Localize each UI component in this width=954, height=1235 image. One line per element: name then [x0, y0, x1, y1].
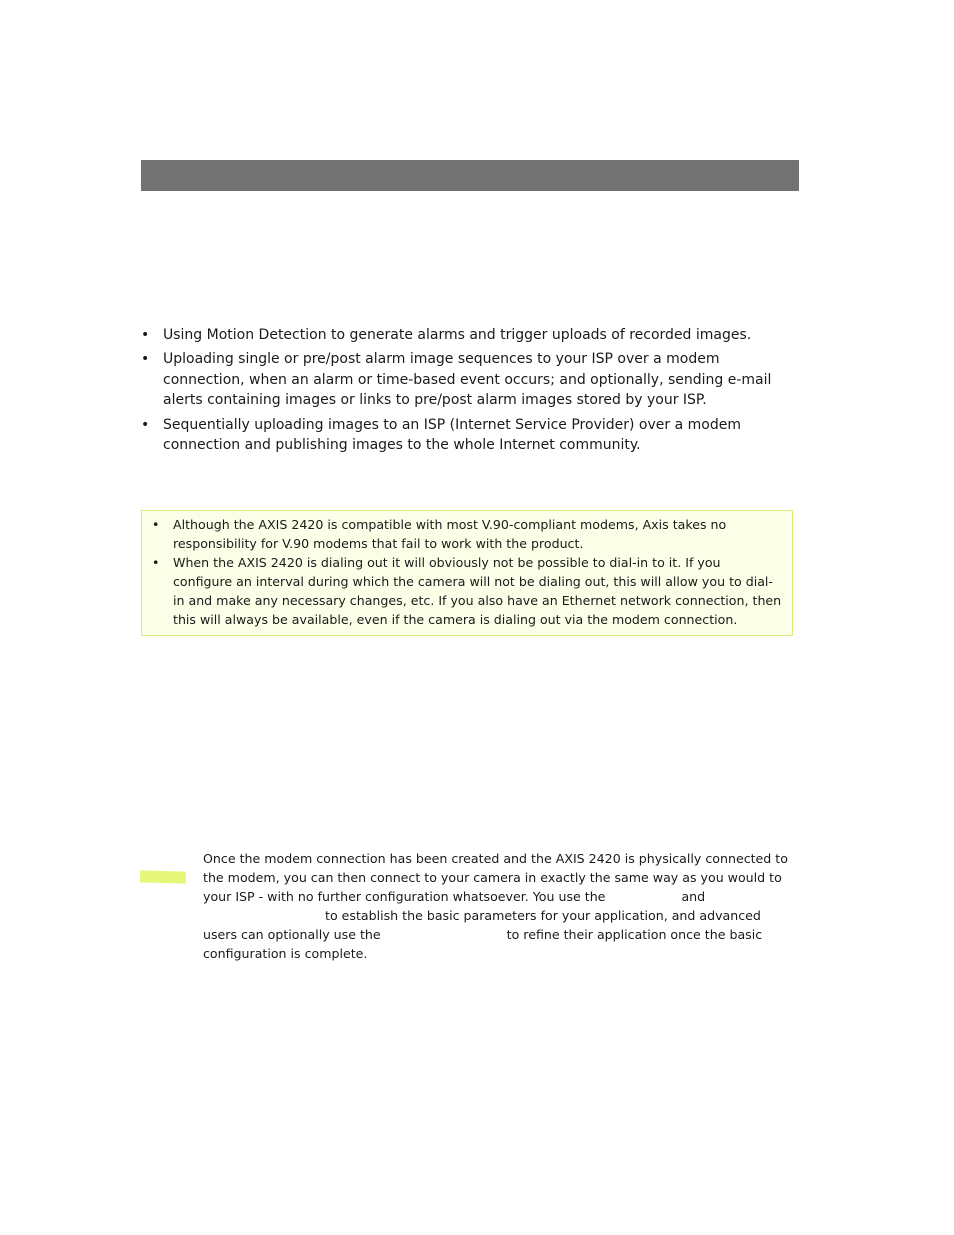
note-text: When the AXIS 2420 is dialing out it will obviously not be possible to dial-in to it. If you configure an interval during which the camera will not be dialing out, this will allow you to dial-in and make any necessary changes, etc. If you also have an Ethernet network connection, then this will always be available, even if the camera is dialing out via the modem connection.	[173, 554, 782, 627]
note-item	[150, 554, 782, 630]
list-item	[141, 325, 791, 345]
list-item-text: Uploading single or pre/post alarm image sequences to your ISP over a modem connection, when an alarm or time-based event occurs; and optionally, sending e-mail alerts containing images or links to pre/post alarm images stored by your ISP.	[163, 351, 772, 409]
note-item	[150, 516, 782, 554]
bullet-icon: •	[152, 554, 160, 570]
list-item-text: Sequentially uploading images to an ISP (Internet Service Provider) over a modem connection and publishing images to the whole Internet community.	[163, 416, 741, 454]
section-header-bar	[141, 160, 799, 191]
bullet-icon: •	[141, 351, 150, 368]
body-paragraph	[203, 850, 795, 963]
notes-box	[141, 510, 793, 636]
paragraph-text: to establish the basic parameters for your application, and advanced users can optionally use the	[203, 907, 761, 942]
list-item-text: Using Motion Detection to generate alarms and trigger uploads of recorded images.	[163, 327, 752, 343]
note-text: Although the AXIS 2420 is compatible with most V.90-compliant modems, Axis takes no responsibility for V.90 modems that fail to work with the product.	[173, 517, 727, 551]
bullet-icon: •	[141, 416, 150, 433]
paragraph-text: Once the modem connection has been created and the AXIS 2420 is physically connected to the modem, you can then connect to your camera in exactly the same way as you would to your ISP - with no further configuration whatsoever. You use the	[203, 851, 788, 904]
paragraph-text: to refine their application once the basic configuration is complete.	[203, 926, 763, 961]
paragraph-text: and	[681, 888, 706, 904]
feature-list	[141, 325, 791, 459]
bullet-icon: •	[152, 517, 160, 532]
bullet-icon: •	[141, 327, 150, 343]
highlight-marker	[140, 870, 186, 883]
list-item	[141, 415, 791, 456]
list-item	[141, 349, 791, 410]
